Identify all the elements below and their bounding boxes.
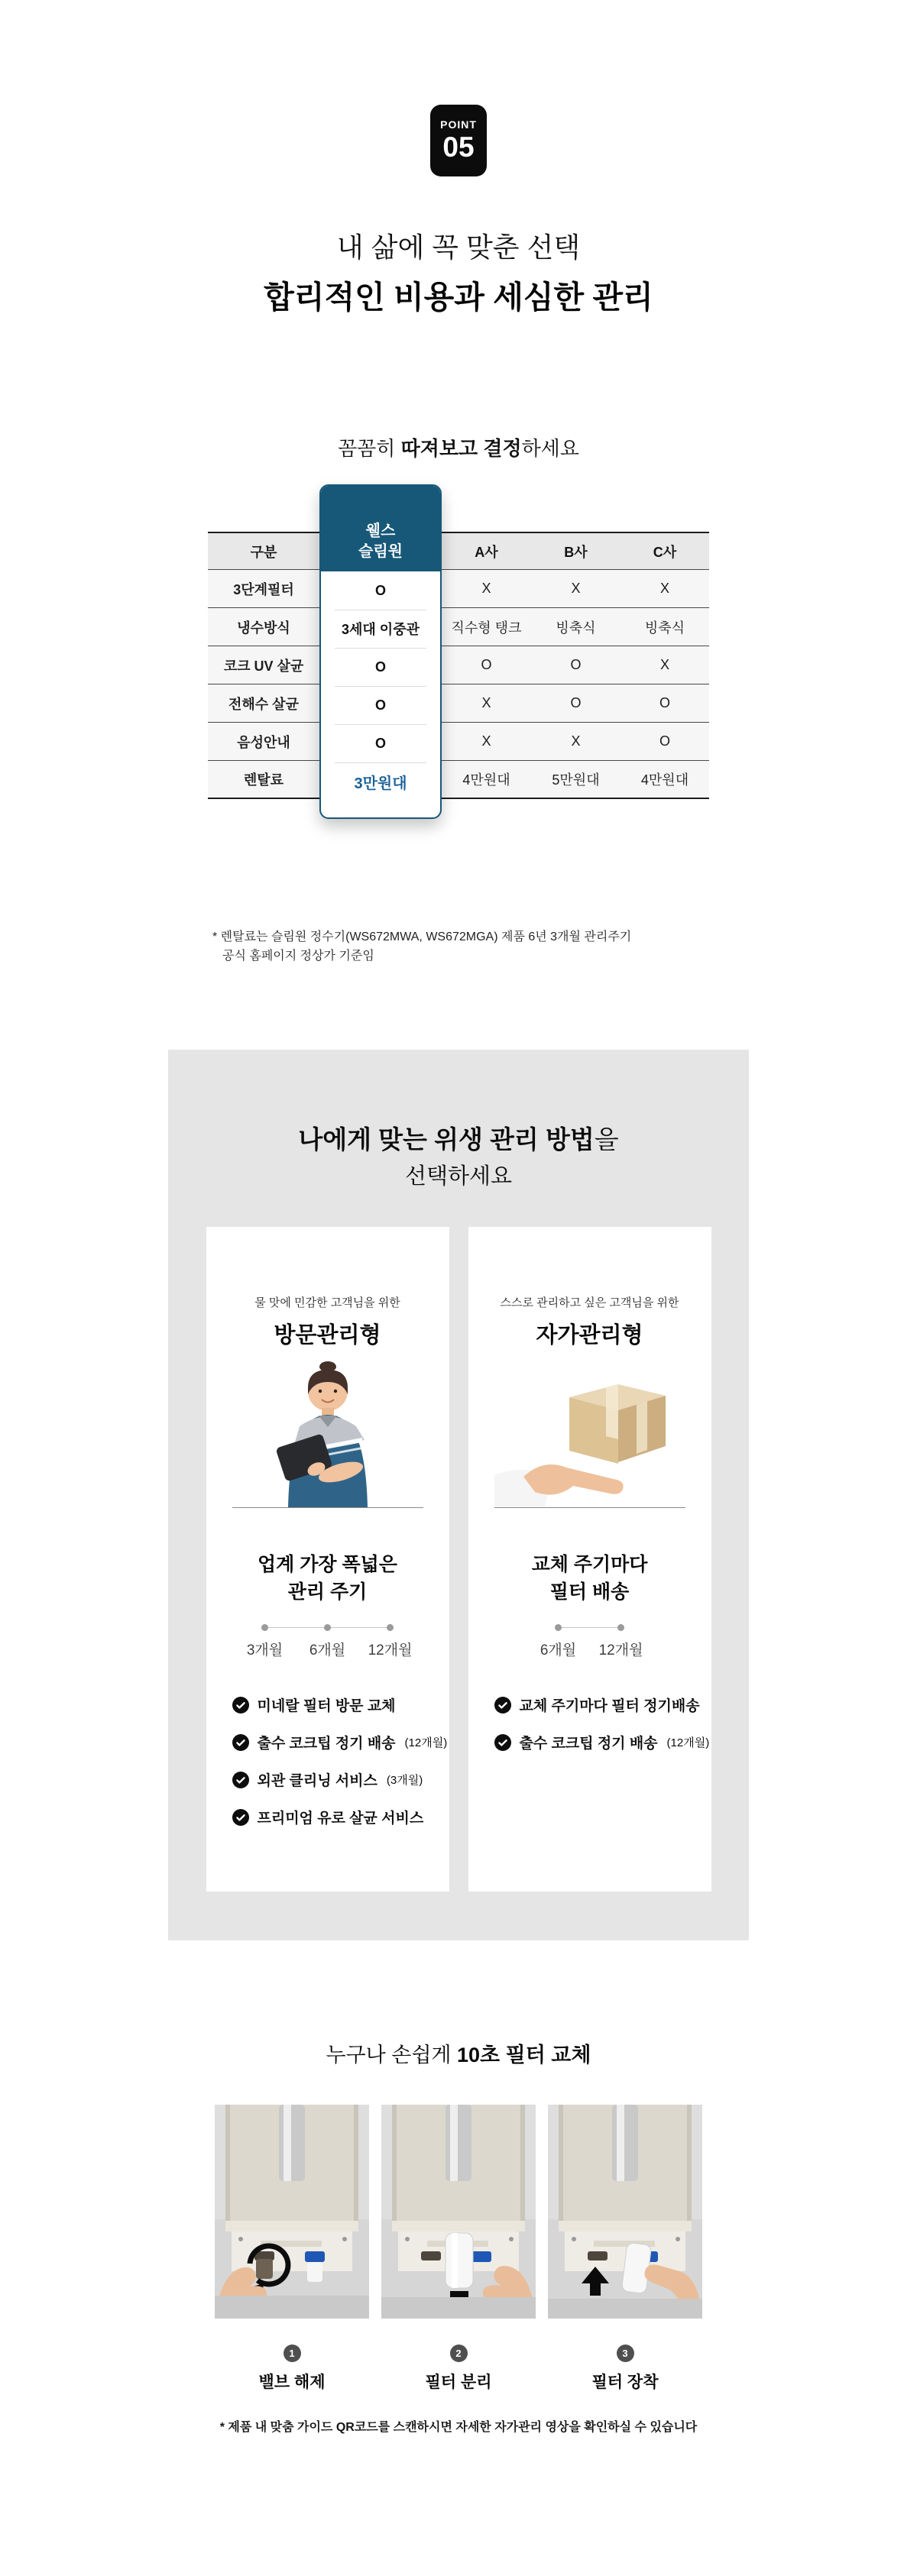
checklist-item <box>232 1807 449 1827</box>
table-cell: X <box>621 570 709 608</box>
product-name: 슬림원 <box>358 543 403 560</box>
check-circle-icon <box>494 1697 511 1714</box>
table-cell: X <box>531 570 621 608</box>
table-cell: O <box>442 646 531 684</box>
step-number: 2 <box>450 2345 468 2362</box>
highlight-cell: O <box>321 686 440 724</box>
timeline-label: 6개월 <box>309 1642 346 1659</box>
card-self-managed <box>468 1227 711 1892</box>
steps-heading-bold: 10초 필터 교체 <box>457 2044 591 2066</box>
highlight-column-header <box>321 486 440 571</box>
highlight-cell: O <box>321 724 440 762</box>
row-label: 코크 UV 살균 <box>208 646 319 684</box>
check-circle-icon <box>232 1697 249 1714</box>
hero-heading <box>0 230 917 319</box>
timeline-label: 12개월 <box>598 1642 643 1659</box>
table-cell: X <box>442 684 531 723</box>
table-cell: X <box>442 570 531 608</box>
card-title: 자가관리형 <box>536 1323 643 1348</box>
step-number: 1 <box>284 2345 301 2362</box>
step-label: 필터 장착 <box>591 2374 659 2391</box>
service-manager-photo <box>232 1361 423 1508</box>
highlight-cell-rental-price: 3만원대 <box>321 762 440 801</box>
steps-heading-pre: 누구나 손쉽게 <box>326 2044 458 2066</box>
comparison-table <box>208 523 709 799</box>
benefit-line1: 업계 가장 폭넓은 <box>258 1554 397 1575</box>
checklist-item <box>494 1694 711 1715</box>
checklist-note: (12개월) <box>666 1736 710 1749</box>
check-circle-icon <box>232 1734 249 1751</box>
benefit-checklist <box>494 1694 711 1752</box>
checklist-text: 미네랄 필터 방문 교체 <box>257 1698 396 1714</box>
row-label: 음성안내 <box>208 723 319 761</box>
table-cell: 직수형 탱크 <box>442 608 531 646</box>
comparison-grid <box>208 532 709 799</box>
checklist-text: 프리미엄 유로 살균 서비스 <box>257 1811 424 1827</box>
column-header: C사 <box>621 532 709 570</box>
checklist-note: (12개월) <box>404 1736 448 1749</box>
row-label: 냉수방식 <box>208 608 319 646</box>
timeline-label: 3개월 <box>246 1642 284 1659</box>
column-header: B사 <box>531 532 621 570</box>
checklist-note: (3개월) <box>386 1774 423 1787</box>
table-cell: O <box>621 684 709 723</box>
highlight-cell: 3세대 이중관 <box>321 610 440 648</box>
comparison-heading-post: 하세요 <box>521 437 579 460</box>
steps-footnote: * 제품 내 맞춤 가이드 QR코드를 스캔하시면 자세한 자가관리 영상을 확인하실 수 있습니다 <box>219 2421 698 2434</box>
step-label: 밸브 해제 <box>258 2374 326 2391</box>
table-cell: X <box>531 723 621 761</box>
row-label: 3단계필터 <box>208 570 319 608</box>
timeline-dot <box>324 1624 331 1631</box>
table-cell: 빙축식 <box>621 608 709 646</box>
highlight-column-wells-slimone <box>319 484 442 819</box>
point-badge-label: POINT <box>440 118 477 131</box>
timeline-dot <box>387 1624 394 1631</box>
hygiene-heading-line2: 선택하세요 <box>404 1164 513 1189</box>
hand <box>523 1464 624 1495</box>
timeline-dot <box>617 1624 624 1631</box>
delivery-cycle-timeline <box>468 1624 711 1659</box>
hero-title-line1: 내 삶에 꼭 맞춘 선택 <box>336 231 581 263</box>
benefit-line2: 필터 배송 <box>549 1581 630 1603</box>
row-label: 전해수 살균 <box>208 684 319 723</box>
benefit-line2: 관리 주기 <box>287 1581 368 1603</box>
step-number: 3 <box>617 2345 634 2362</box>
purifier-step2-illustration <box>381 2105 536 2319</box>
card-benefit <box>468 1551 711 1606</box>
management-cycle-timeline <box>206 1624 449 1659</box>
table-cell: 5만원대 <box>531 761 621 799</box>
check-circle-icon <box>232 1772 249 1788</box>
check-circle-icon <box>494 1734 511 1751</box>
card-title: 방문관리형 <box>274 1323 381 1348</box>
checklist-text: 출수 코크팁 정기 배송 <box>257 1736 396 1752</box>
card-benefit <box>206 1551 449 1606</box>
checklist-text: 출수 코크팁 정기 배송 <box>519 1736 658 1752</box>
hygiene-heading-tail: 을 <box>594 1125 619 1154</box>
timeline-dot <box>261 1624 268 1631</box>
comparison-heading-pre: 꼼꼼히 <box>338 437 401 460</box>
hygiene-section <box>168 1050 749 1940</box>
step-valve-release <box>215 2105 369 2393</box>
checklist-item <box>232 1694 449 1715</box>
delivery-box-illustration <box>494 1361 685 1507</box>
footnote-line2: 공식 홈페이지 정상가 기준임 <box>222 950 374 963</box>
steps-heading <box>0 2038 917 2068</box>
checklist-text: 교체 주기마다 필터 정기배송 <box>519 1698 700 1714</box>
card-visit-managed <box>206 1227 449 1892</box>
check-circle-icon <box>232 1809 249 1826</box>
comparison-heading <box>0 433 917 461</box>
purifier-step1-photo <box>215 2105 369 2319</box>
purifier-step3-illustration <box>548 2105 702 2319</box>
table-cell: 4만원대 <box>442 761 531 799</box>
timeline-label: 6개월 <box>540 1642 577 1659</box>
step-filter-remove <box>381 2105 536 2393</box>
checklist-text: 외관 클리닝 서비스 <box>257 1773 377 1789</box>
highlight-cell: O <box>321 648 440 686</box>
comparison-footnote <box>208 927 709 966</box>
table-cell: O <box>531 684 621 723</box>
table-cell: X <box>621 646 709 684</box>
checklist-item <box>494 1732 711 1752</box>
table-cell: O <box>531 646 621 684</box>
purifier-step1-illustration <box>215 2105 369 2319</box>
delivery-box-photo <box>494 1361 685 1508</box>
timeline-label: 12개월 <box>368 1642 413 1659</box>
step-label: 필터 분리 <box>425 2374 492 2391</box>
point-badge-number: 05 <box>442 131 475 163</box>
column-header: 구분 <box>208 532 319 570</box>
comparison-heading-bold: 따져보고 결정 <box>400 437 522 460</box>
checklist-item <box>232 1769 449 1790</box>
card-eyebrow: 스스로 관리하고 싶은 고객님을 위한 <box>500 1296 679 1309</box>
row-label: 렌탈료 <box>208 761 319 799</box>
table-cell: X <box>442 723 531 761</box>
column-header: A사 <box>442 532 531 570</box>
card-eyebrow: 물 맛에 민감한 고객님을 위한 <box>254 1296 400 1309</box>
hygiene-heading-bold: 나에게 맞는 위생 관리 방법 <box>298 1125 595 1154</box>
table-cell: O <box>621 723 709 761</box>
benefit-checklist <box>232 1694 449 1827</box>
purifier-step2-photo <box>381 2105 536 2319</box>
hero-title-line2: 합리적인 비용과 세심한 관리 <box>264 280 653 315</box>
checklist-item <box>232 1732 449 1752</box>
service-manager-illustration <box>232 1361 423 1507</box>
step-filter-install <box>548 2105 702 2393</box>
filter-change-section <box>0 2038 917 2565</box>
purifier-step3-photo <box>548 2105 702 2319</box>
hygiene-cards <box>206 1227 711 1892</box>
table-cell: 4만원대 <box>621 761 709 799</box>
table-cell: 빙축식 <box>531 608 621 646</box>
timeline-dot <box>555 1624 562 1631</box>
step-columns <box>215 2105 702 2393</box>
benefit-line1: 교체 주기마다 <box>531 1554 648 1575</box>
point-badge <box>430 105 487 176</box>
highlight-cell: O <box>374 582 386 598</box>
footnote-line1: * 렌탈료는 슬림원 정수기(WS672MWA, WS672MGA) 제품 6년 3개월 관리주기 <box>212 930 632 943</box>
hygiene-heading-line1 <box>168 1123 749 1157</box>
filter-cartridge <box>446 2233 473 2288</box>
brand-name: 웰스 <box>365 523 396 539</box>
